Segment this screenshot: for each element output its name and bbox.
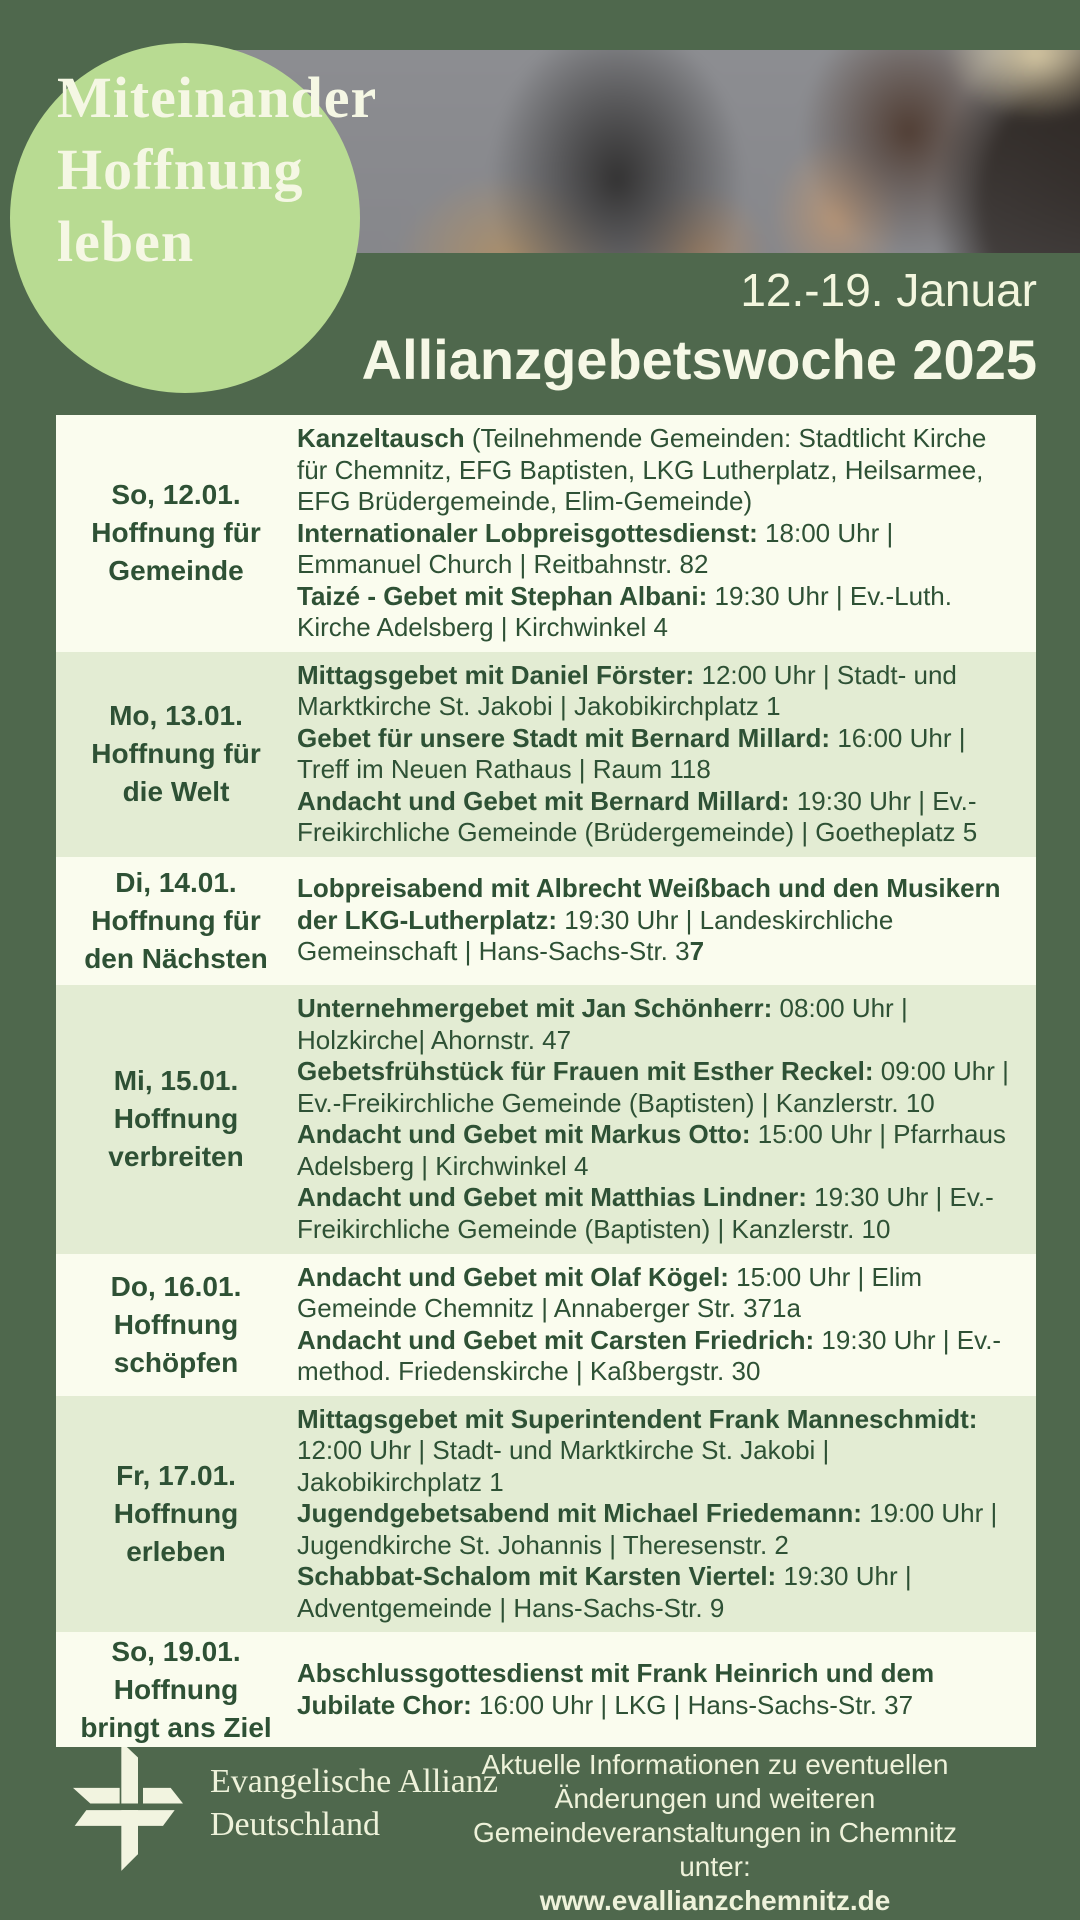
website-url: www.evallianzchemnitz.de [539, 1885, 891, 1916]
day-theme: Hoffnung schöpfen [113, 1308, 239, 1378]
schedule-row [56, 1632, 1036, 1747]
day-theme: Hoffnung erleben [113, 1497, 239, 1567]
event-text: Lobpreisabend mit Albrecht Weißbach und den Musikern der LKG-Lutherplatz: 19:30 Uhr | Landeskirchliche Gemeinschaft | Hans-Sachs-Str. 37 [297, 873, 1001, 967]
header-banner [0, 0, 1080, 415]
event-week-subtitle: Allianzgebetswoche 2025 [361, 328, 1037, 391]
date-range: 12.-19. Januar [740, 264, 1037, 316]
poster-title-line3: leben [57, 209, 195, 274]
day-cell [56, 985, 296, 1254]
event-list [296, 415, 1036, 652]
schedule-row [56, 415, 1036, 652]
event-text: Schabbat-Schalom mit Karsten Viertel: 19:30 Uhr | Adventgemeinde | Hans-Sachs-Str. 9 [297, 1561, 912, 1623]
day-label: Mi, 15.01. [113, 1065, 239, 1096]
poster-title [57, 62, 377, 278]
day-cell [56, 1396, 296, 1633]
footer-info-line1: Aktuelle Informationen zu eventuellen [481, 1749, 949, 1780]
day-label: So, 19.01. [111, 1635, 241, 1667]
organization-name-line2: Deutschland [210, 1806, 380, 1843]
day-theme: Hoffnung bringt ans Ziel [80, 1673, 272, 1743]
event-text: Andacht und Gebet mit Matthias Lindner: 19:30 Uhr | Ev.-Freikirchliche Gemeinde (Baptisten) | Kanzlerstr. 10 [297, 1182, 994, 1244]
event-text: Andacht und Gebet mit Markus Otto: 15:00 Uhr | Pfarrhaus Adelsberg | Kirchwinkel 4 [297, 1119, 1006, 1181]
event-list [296, 857, 1036, 985]
event-list [296, 985, 1036, 1254]
event-text: Taizé - Gebet mit Stephan Albani: 19:30 Uhr | Ev.-Luth. Kirche Adelsberg | Kirchwinkel 4 [297, 580, 952, 642]
day-cell [56, 1254, 296, 1396]
poster-title-line2: Hoffnung [57, 137, 304, 202]
day-theme: Hoffnung für die Welt [91, 738, 261, 807]
evangelische-allianz-cross-logo [73, 1740, 183, 1871]
day-theme: Hoffnung verbreiten [108, 1103, 244, 1172]
schedule-row [56, 1396, 1036, 1633]
event-text: Gebetsfrühstück für Frauen mit Esther Reckel: 09:00 Uhr | Ev.-Freikirchliche Gemeinde (Baptisten) | Kanzlerstr. 10 [297, 1056, 1009, 1118]
day-cell [56, 857, 296, 985]
schedule-row [56, 857, 1036, 985]
day-label: So, 12.01. [111, 479, 241, 511]
day-cell [56, 652, 296, 857]
event-text: Internationaler Lobpreisgottesdienst: 18:00 Uhr | Emmanuel Church | Reitbahnstr. 82 [297, 517, 894, 579]
day-label: Di, 14.01. [115, 866, 237, 898]
schedule-row [56, 1254, 1036, 1396]
event-list [296, 652, 1036, 857]
footer-info [440, 1748, 990, 1918]
event-text: Andacht und Gebet mit Bernard Millard: 19:30 Uhr | Ev.-Freikirchliche Gemeinde (Brüdergemeinde) | Goetheplatz 5 [297, 785, 978, 847]
schedule-table [56, 415, 1036, 1747]
event-text: Andacht und Gebet mit Carsten Friedrich: 19:30 Uhr | Ev.-method. Friedenskirche | Kaßbergstr. 30 [297, 1324, 1002, 1386]
poster-title-line1: Miteinander [57, 65, 378, 130]
day-label: Mo, 13.01. [109, 700, 243, 731]
event-list [296, 1396, 1036, 1633]
event-list [296, 1254, 1036, 1396]
event-list [296, 1632, 1036, 1747]
organization-name-line1: Evangelische Allianz [210, 1763, 498, 1800]
day-theme: Hoffnung für den Nächsten [84, 904, 268, 974]
event-text: Kanzeltausch (Teilnehmende Gemeinden: Stadtlicht Kirche für Chemnitz, EFG Baptisten, LKG Lutherplatz, Heilsarmee, EFG Brüdergemeinde, Elim-Gemeinde) [297, 423, 987, 516]
day-theme: Hoffnung für Gemeinde [91, 517, 261, 587]
event-text: Abschlussgottesdienst mit Frank Heinrich und dem Jubilate Chor: 16:00 Uhr | LKG | Hans-Sachs-Str. 37 [297, 1658, 935, 1720]
schedule-row [56, 985, 1036, 1254]
event-text: Jugendgebetsabend mit Michael Friedemann: 19:00 Uhr | Jugendkirche St. Johannis | Theresenstr. 2 [297, 1498, 998, 1560]
day-label: Do, 16.01. [110, 1270, 242, 1302]
footer-info-line3: Gemeindeveranstaltungen in Chemnitz unter: [472, 1817, 958, 1882]
footer-info-line2: Änderungen und weiteren [554, 1783, 876, 1814]
schedule-row [56, 652, 1036, 857]
day-cell [56, 1632, 296, 1747]
event-text: Mittagsgebet mit Daniel Förster: 12:00 Uhr | Stadt- und Marktkirche St. Jakobi | Jakobikirchplatz 1 [297, 659, 957, 721]
event-text: Gebet für unsere Stadt mit Bernard Millard: 16:00 Uhr | Treff im Neuen Rathaus | Raum 118 [297, 722, 966, 784]
event-text: Andacht und Gebet mit Olaf Kögel: 15:00 Uhr | Elim Gemeinde Chemnitz | Annaberger Str. 371a [297, 1261, 923, 1323]
event-text: Unternehmergebet mit Jan Schönherr: 08:00 Uhr | Holzkirche| Ahornstr. 47 [297, 993, 908, 1055]
event-text: Mittagsgebet mit Superintendent Frank Manneschmidt: 12:00 Uhr | Stadt- und Marktkirche St. Jakobi | Jakobikirchplatz 1 [297, 1403, 978, 1497]
day-label: Fr, 17.01. [116, 1459, 236, 1491]
day-cell [56, 415, 296, 652]
